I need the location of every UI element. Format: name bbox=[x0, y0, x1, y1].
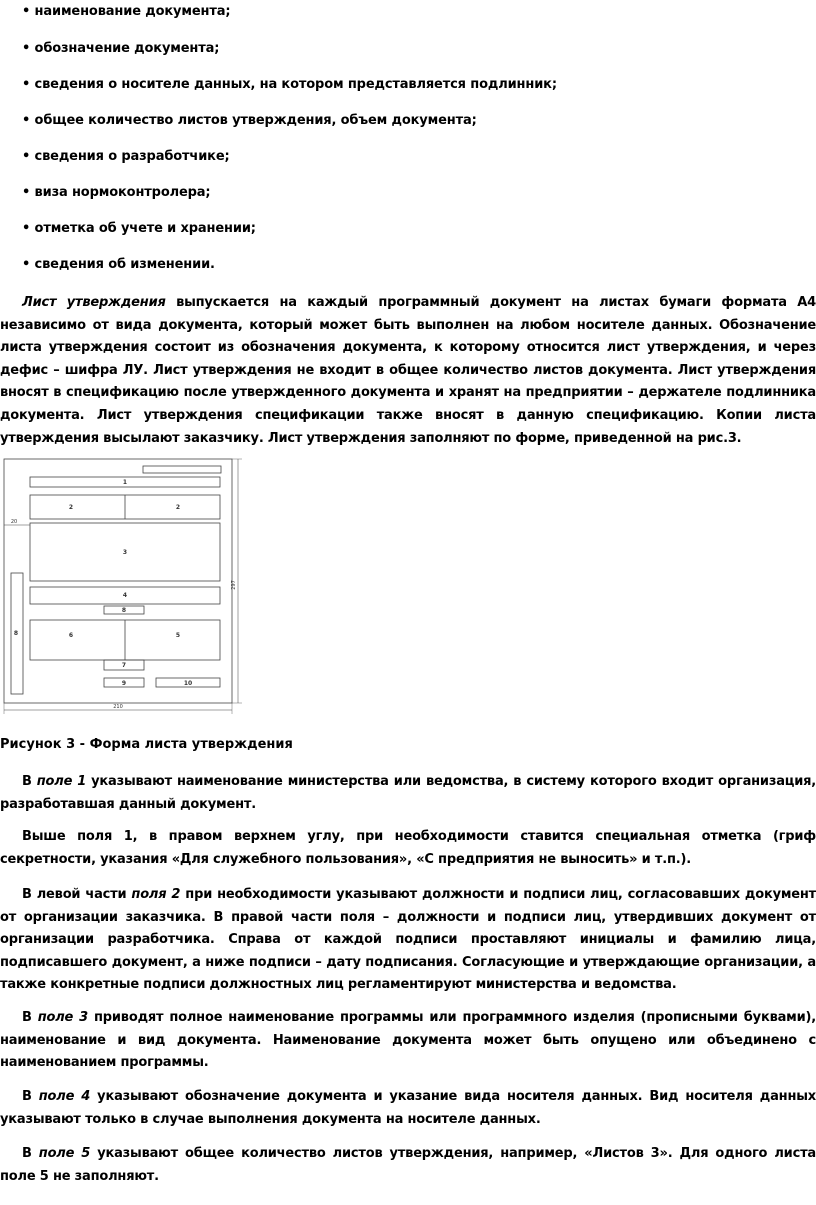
list-item: • общее количество листов утверждения, объем документа; bbox=[22, 113, 477, 128]
paragraph-text: приводят полное наименование программы или программного изделия (прописными буквами), наименование и вид документа. Наименование документа может быть опущено или объединено с наименованием программы. bbox=[0, 1010, 816, 1071]
paragraph-text: Выше поля 1, в правом верхнем углу, при необходимости ставится специальная отметка (гриф секретности, указания «Для служебного пользования», «С предприятия не выносить» и т.п.). bbox=[0, 829, 816, 867]
width-dimension-label: 210 bbox=[113, 704, 123, 710]
margin-dimension-label: 20 bbox=[10, 519, 18, 525]
field-6-label: 6 bbox=[68, 632, 74, 639]
intro-paragraph bbox=[0, 292, 816, 450]
paragraph-text: указывают общее количество листов утверждения, например, «Листов 3». Для одного листа поле 5 не заполняют. bbox=[0, 1146, 816, 1184]
paragraph-field-1 bbox=[0, 771, 816, 816]
paragraph-text: при необходимости указывают должности и подписи лиц, согласовавших документ от организации заказчика. В правой части поля – должности и подписи лиц, утвердивших документ от организации разработчика. Справа от каждой подписи проставляют инициалы и фамилию лица, подписавшего документ, а ниже подписи – дату подписания. Согласующие и утверждающие организации, а также конкретные подписи должностных лиц регламентируют министерства и ведомства. bbox=[0, 887, 816, 993]
paragraph-field-5 bbox=[0, 1143, 816, 1188]
field-reference: поле 3 bbox=[37, 1010, 89, 1025]
height-dimension-label: 297 bbox=[231, 580, 237, 590]
list-item: • наименование документа; bbox=[22, 4, 231, 19]
figure-caption: Рисунок 3 - Форма листа утверждения bbox=[0, 737, 293, 752]
field-reference: поля 2 bbox=[131, 887, 181, 902]
field-2-right-label: 2 bbox=[175, 504, 181, 511]
field-1-label: 1 bbox=[122, 479, 128, 486]
field-reference: поле 4 bbox=[38, 1089, 91, 1104]
field-5-label: 5 bbox=[175, 632, 181, 639]
paragraph-field-3 bbox=[0, 1007, 816, 1075]
paragraph-secrecy-mark bbox=[0, 826, 816, 871]
paragraph-text: В bbox=[22, 774, 37, 789]
list-item: • сведения об изменении. bbox=[22, 257, 215, 272]
field-2-left-label: 2 bbox=[68, 504, 74, 511]
paragraph-text: В левой части bbox=[22, 887, 132, 902]
paragraph-text: указывают обозначение документа и указание вида носителя данных. Вид носителя данных указывают только в случае выполнения документа на носителе данных. bbox=[0, 1089, 816, 1127]
field-reference: поле 1 bbox=[36, 774, 87, 789]
paragraph-field-4 bbox=[0, 1086, 816, 1131]
approval-sheet-form-figure bbox=[0, 455, 250, 717]
list-item: • обозначение документа; bbox=[22, 41, 220, 56]
secrecy-mark-box bbox=[143, 466, 221, 473]
field-10-label: 10 bbox=[183, 680, 193, 687]
paragraph-text: В bbox=[22, 1089, 39, 1104]
list-item: • сведения о носителе данных, на котором представляется подлинник; bbox=[22, 77, 557, 92]
paragraph-text: В bbox=[22, 1010, 38, 1025]
field-7-label: 7 bbox=[121, 662, 127, 669]
list-item: • сведения о разработчике; bbox=[22, 149, 230, 164]
list-item: • виза нормоконтролера; bbox=[22, 185, 211, 200]
field-8-label: 8 bbox=[13, 630, 19, 637]
intro-text: выпускается на каждый программный документ на листах бумаги формата А4 независимо от вида документа, который может быть выполнен на любом носителе данных. Обозначение листа утверждения состоит из обозначения документа, к которому относится лист утверждения, и через дефис – шифра ЛУ. Лист утверждения не входит в общее количество листов документа. Лист утверждения вносят в спецификацию после утвержденного документа и хранят на предприятии – держателе подлинника документа. Лист утверждения спецификации также вносят в данную спецификацию. Копии листа утверждения высылают заказчику. Лист утверждения заполняют по форме, приведенной на рис.3. bbox=[0, 295, 816, 446]
term: Лист утверждения bbox=[22, 295, 166, 310]
field-reference: поле 5 bbox=[38, 1146, 91, 1161]
list-item: • отметка об учете и хранении; bbox=[22, 221, 256, 236]
paragraph-field-2 bbox=[0, 884, 816, 997]
field-4-label: 4 bbox=[122, 592, 128, 599]
paragraph-text: В bbox=[22, 1146, 39, 1161]
paragraph-text: указывают наименование министерства или ведомства, в систему которого входит организация, разработавшая данный документ. bbox=[0, 774, 816, 812]
field-3-label: 3 bbox=[122, 549, 128, 556]
field-9-label: 9 bbox=[121, 680, 127, 687]
field-8-small-label: 8 bbox=[121, 607, 127, 614]
